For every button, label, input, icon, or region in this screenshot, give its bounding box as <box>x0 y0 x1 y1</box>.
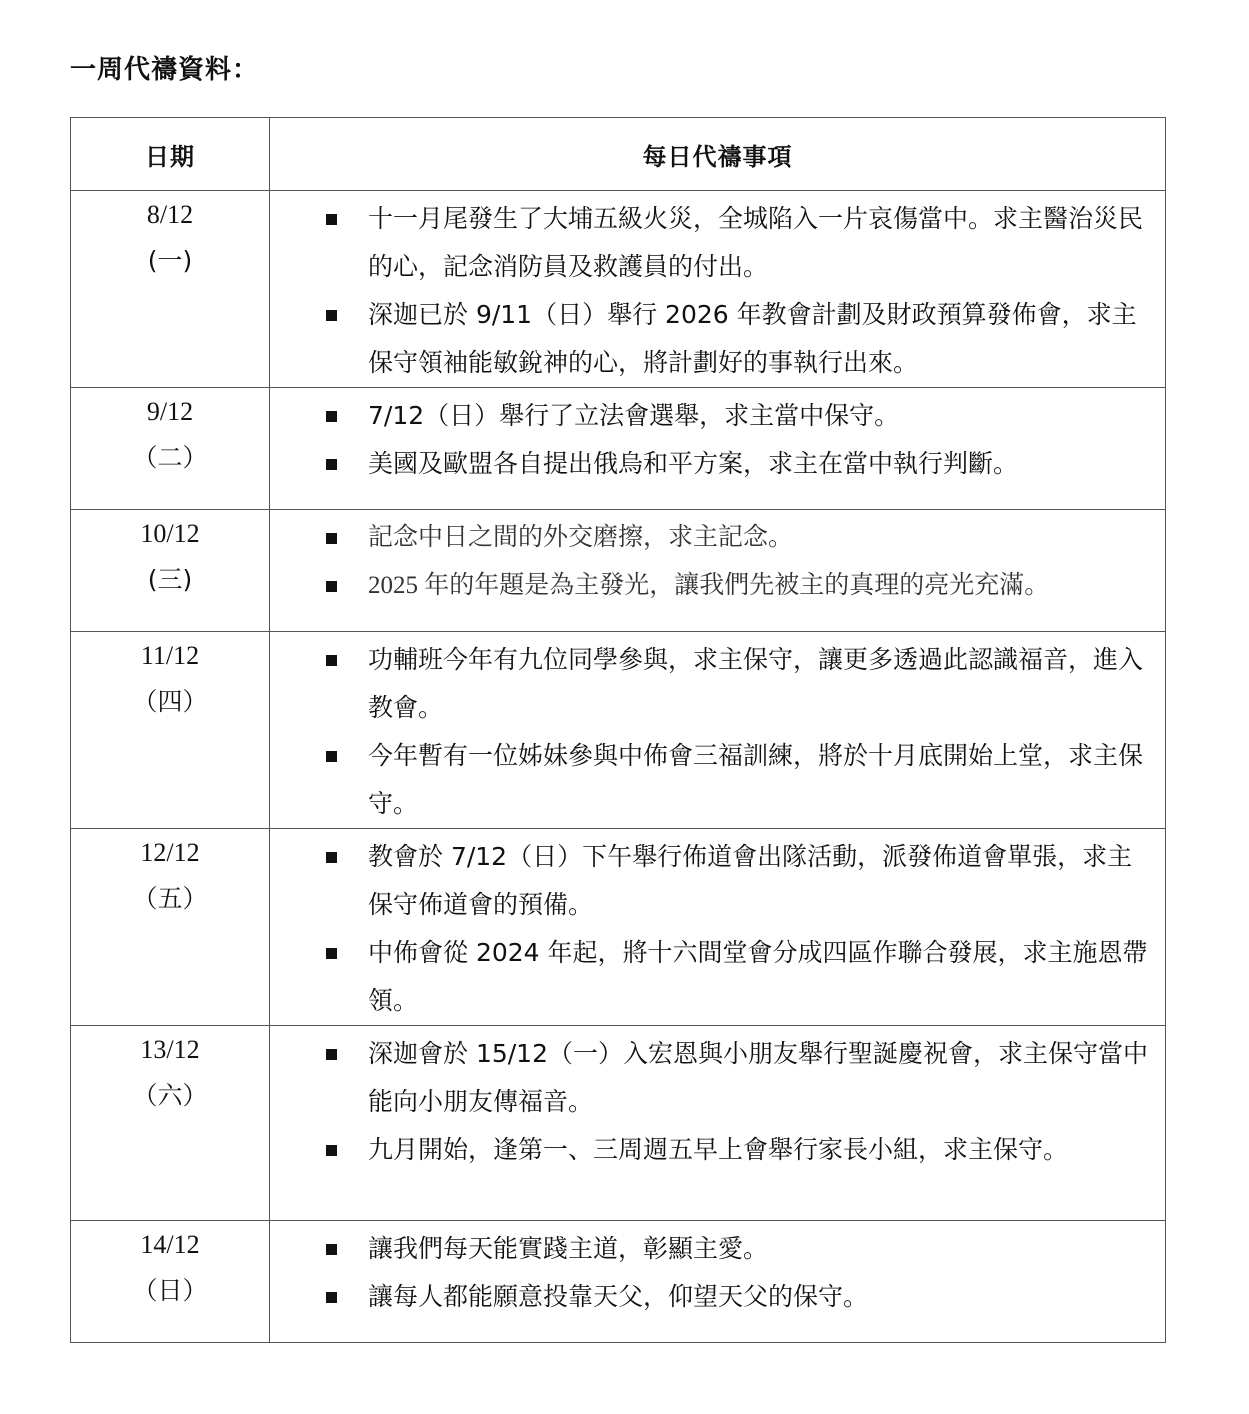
table-row <box>71 191 1166 388</box>
square-bullet-icon <box>326 310 337 321</box>
list-item: 九月開始，逢第一、三周週五早上會舉行家長小組，求主保守。 <box>326 1126 1151 1174</box>
list-item: 十一月尾發生了大埔五級火災，全城陷入一片哀傷當中。求主醫治災民的心，記念消防員及救護員的付出。 <box>326 195 1151 291</box>
header-date: 日期 <box>71 118 270 191</box>
weekday-label: （五） <box>132 884 208 913</box>
items-cell <box>270 1221 1166 1343</box>
square-bullet-icon <box>326 655 337 666</box>
list-item: 教會於 7/12（日）下午舉行佈道會出隊活動，派發佈道會單張，求主保守佈道會的預備。 <box>326 833 1151 929</box>
list-item: 7/12（日）舉行了立法會選舉，求主當中保守。 <box>326 392 1151 440</box>
list-item: 中佈會從 2024 年起，將十六間堂會分成四區作聯合發展，求主施恩帶領。 <box>326 929 1151 1025</box>
list-item: 2025 年的年題是為主發光，讓我們先被主的真理的亮光充滿。 <box>326 562 1151 610</box>
date-label: 12/12 <box>140 838 200 867</box>
list-item: 讓每人都能願意投靠天父，仰望天父的保守。 <box>326 1273 1151 1321</box>
weekday-label: （六） <box>132 1081 208 1110</box>
date-label: 13/12 <box>140 1035 200 1064</box>
square-bullet-icon <box>326 214 337 225</box>
square-bullet-icon <box>326 533 337 544</box>
weekday-label: （二） <box>132 443 208 472</box>
table-row <box>71 1221 1166 1343</box>
square-bullet-icon <box>326 1145 337 1156</box>
square-bullet-icon <box>326 411 337 422</box>
table-row <box>71 1026 1166 1221</box>
list-item: 深迦已於 9/11（日）舉行 2026 年教會計劃及財政預算發佈會，求主保守領袖能敏銳神的心，將計劃好的事執行出來。 <box>326 291 1151 387</box>
table-row <box>71 388 1166 510</box>
table-row <box>71 829 1166 1026</box>
date-label: 14/12 <box>140 1230 200 1259</box>
items-cell <box>270 388 1166 510</box>
square-bullet-icon <box>326 852 337 863</box>
items-cell <box>270 510 1166 632</box>
date-cell <box>71 632 270 829</box>
weekday-label: （日） <box>132 1276 208 1305</box>
square-bullet-icon <box>326 459 337 470</box>
list-item: 深迦會於 15/12（一）入宏恩與小朋友舉行聖誕慶祝會，求主保守當中能向小朋友傳福音。 <box>326 1030 1151 1126</box>
list-item: 今年暫有一位姊妹參與中佈會三福訓練，將於十月底開始上堂，求主保守。 <box>326 732 1151 828</box>
date-cell <box>71 510 270 632</box>
weekday-label: （四） <box>132 687 208 716</box>
table-row <box>71 632 1166 829</box>
date-label: 11/12 <box>140 641 200 670</box>
weekday-label: (三) <box>147 565 193 594</box>
weekday-label: (一) <box>147 246 193 275</box>
header-items: 每日代禱事項 <box>270 118 1166 191</box>
square-bullet-icon <box>326 1292 337 1303</box>
table-header-row <box>71 118 1166 191</box>
date-label: 8/12 <box>146 200 194 229</box>
page-title: 一周代禱資料： <box>70 55 260 85</box>
date-label: 9/12 <box>146 397 194 426</box>
items-cell <box>270 191 1166 388</box>
square-bullet-icon <box>326 581 337 592</box>
list-item: 記念中日之間的外交磨擦，求主記念。 <box>326 514 1151 562</box>
items-cell <box>270 1026 1166 1221</box>
items-cell <box>270 829 1166 1026</box>
date-cell <box>71 1026 270 1221</box>
items-cell <box>270 632 1166 829</box>
square-bullet-icon <box>326 1049 337 1060</box>
date-cell <box>71 829 270 1026</box>
table-row <box>71 510 1166 632</box>
date-label: 10/12 <box>140 519 200 548</box>
list-item: 讓我們每天能實踐主道，彰顯主愛。 <box>326 1225 1151 1273</box>
list-item: 功輔班今年有九位同學參與，求主保守，讓更多透過此認識福音，進入教會。 <box>326 636 1151 732</box>
prayer-table <box>70 117 1166 1343</box>
list-item: 美國及歐盟各自提出俄烏和平方案，求主在當中執行判斷。 <box>326 440 1151 488</box>
square-bullet-icon <box>326 1244 337 1255</box>
square-bullet-icon <box>326 948 337 959</box>
square-bullet-icon <box>326 751 337 762</box>
date-cell <box>71 191 270 388</box>
date-cell <box>71 1221 270 1343</box>
date-cell <box>71 388 270 510</box>
